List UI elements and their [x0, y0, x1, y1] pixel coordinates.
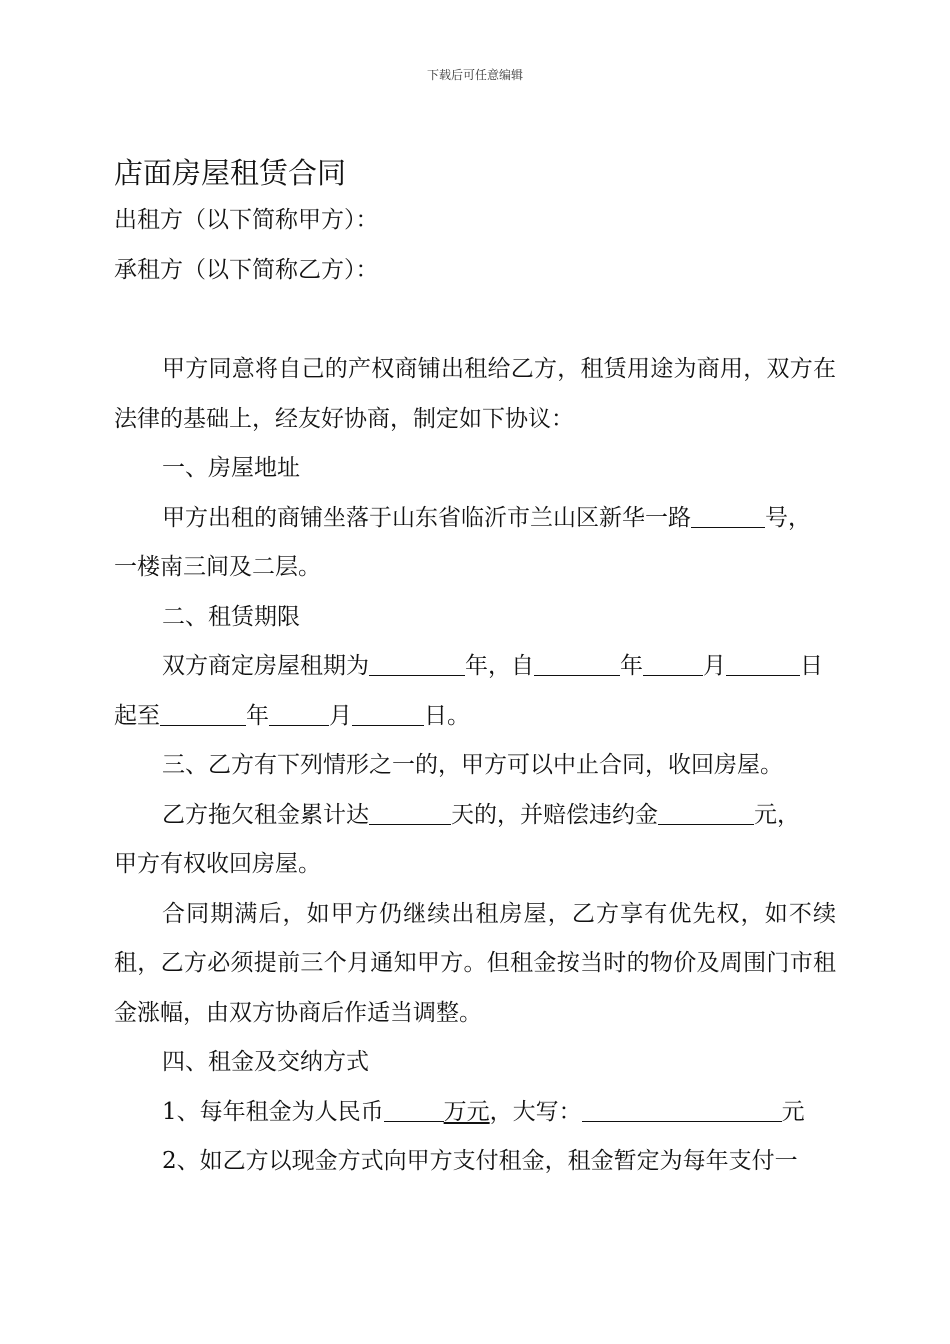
renewal-paragraph: 合同期满后，如甲方仍继续出租房屋，乙方享有优先权，如不续租，乙方必须提前三个月通知甲方。但租金按当时的物价及周围门市租金涨幅，由双方协商后作适当调整。 [114, 900, 836, 1026]
page-header: 下载后可任意编辑 [426, 68, 523, 82]
lessee-line: 承租方（以下简称乙方）： [114, 256, 379, 283]
arrears-line-continued: 甲方有权收回房屋。 [114, 851, 321, 877]
term-years-blank [369, 653, 465, 676]
blank-space [114, 295, 836, 345]
start-day-blank [726, 653, 800, 676]
rent-in-words-blank [582, 1099, 782, 1122]
rent-amount-blank [384, 1099, 444, 1122]
term-line-continued: 起至 年 月 日。 [114, 702, 470, 729]
arrears-days-blank [369, 802, 451, 825]
section-4-heading: 四、租金及交纳方式 [162, 1049, 369, 1075]
penalty-amount-blank [658, 802, 754, 825]
end-year-blank [160, 703, 246, 726]
intro-paragraph: 甲方同意将自己的产权商铺出租给乙方，租赁用途为商用，双方在法律的基础上，经友好协商，制定如下协议： [114, 356, 836, 432]
document-title: 店面房屋租赁合同 [114, 156, 347, 190]
term-line: 双方商定房屋租期为 年，自 年 月 日 [162, 653, 823, 679]
annual-rent-line: 1、每年租金为人民币 万元，大写： 元 [162, 1098, 805, 1125]
start-year-blank [534, 653, 620, 676]
end-day-blank [352, 703, 424, 726]
address-line-continued: 一楼南三间及二层。 [114, 554, 321, 580]
rent-unit: 万元 [443, 1098, 490, 1125]
section-3-heading: 三、乙方有下列情形之一的，甲方可以中止合同，收回房屋。 [162, 752, 783, 778]
address-line: 甲方出租的商铺坐落于山东省临沂市兰山区新华一路 号， [162, 504, 811, 531]
arrears-line: 乙方拖欠租金累计达 天的，并赔偿违约金 元， [162, 801, 800, 828]
section-2-heading: 二、租赁期限 [162, 603, 300, 630]
lessor-line: 出租方（以下简称甲方）： [114, 207, 379, 233]
house-number-blank [691, 505, 765, 528]
contract-document [114, 150, 836, 1187]
section-1-heading: 一、房屋地址 [162, 455, 300, 481]
start-month-blank [643, 653, 703, 676]
payment-method-line: 2、如乙方以现金方式向甲方支付租金，租金暂定为每年支付一 [162, 1148, 798, 1174]
end-month-blank [269, 703, 329, 726]
